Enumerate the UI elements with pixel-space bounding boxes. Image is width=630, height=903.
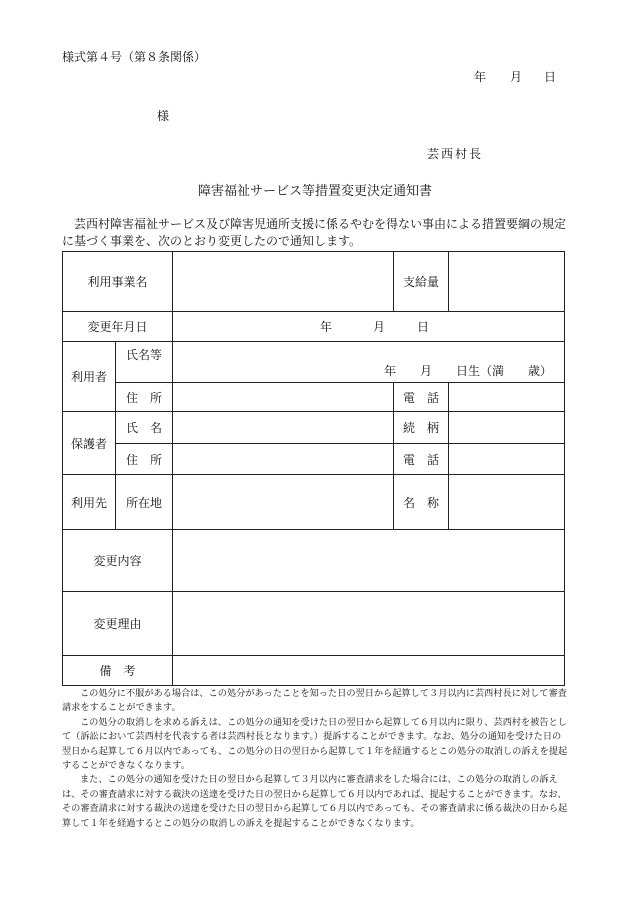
provider-name-label: 名 称 xyxy=(394,475,449,530)
issue-date-year: 年 xyxy=(474,70,487,84)
supply-amount-value[interactable] xyxy=(449,252,565,312)
change-date-day: 日 xyxy=(417,320,430,334)
change-content-value[interactable] xyxy=(173,530,565,592)
provider-label: 利用先 xyxy=(63,475,116,530)
remarks-value[interactable] xyxy=(173,656,565,686)
change-date-value[interactable] xyxy=(173,312,565,342)
note-paragraph: この処分の取消しを求める訴えは、この処分の通知を受けた日の翌日から起算して６月以内に限り、芸西村を被告として（訴訟において芸西村を代表する者は芸西村長となります。）提訴することができます。なお、処分の通知を受けた日の翌日から起算して６月以内であっても、この処分の日の翌日から起算して１年を経過するとこの処分の取消しの訴えを提起することができなくなります。 xyxy=(62,716,568,772)
birth-date-text: 年 月 日生（満 歳） xyxy=(384,364,553,378)
guardian-address-label: 住 所 xyxy=(116,444,173,475)
user-phone-value[interactable] xyxy=(449,383,565,412)
change-date-label: 変更年月日 xyxy=(63,312,173,342)
user-address-value[interactable] xyxy=(173,383,394,412)
user-name-birth-value[interactable] xyxy=(173,342,565,383)
user-address-label: 住 所 xyxy=(116,383,173,412)
guardian-phone-value[interactable] xyxy=(449,444,565,475)
note-paragraph: この処分に不服がある場合は、この処分があったことを知った日の翌日から起算して３月以内に芸西村長に対して審査請求をすることができます。 xyxy=(62,688,567,714)
relationship-value[interactable] xyxy=(449,412,565,444)
addressee-suffix: 様 xyxy=(157,109,170,123)
intro-paragraph: 芸西村障害福祉サービス及び障害児通所支援に係るやむを得ない事由による措置要綱の規定に基づく事業を、次のとおり変更したので通知します。 xyxy=(62,217,567,248)
change-date-month: 月 xyxy=(373,320,386,334)
remarks-label: 備 考 xyxy=(63,656,173,686)
guardian-label: 保護者 xyxy=(63,412,116,475)
change-reason-label: 変更理由 xyxy=(63,592,173,656)
notice-table xyxy=(62,251,565,686)
issue-date xyxy=(474,68,556,85)
service-name-value[interactable] xyxy=(173,252,394,312)
location-value[interactable] xyxy=(173,475,394,530)
appeal-notes xyxy=(62,687,568,831)
form-number: 様式第４号（第８条関係） xyxy=(62,50,207,64)
issue-date-month: 月 xyxy=(510,70,523,84)
issue-date-day: 日 xyxy=(544,70,557,84)
issuer: 芸西村長 xyxy=(427,147,484,161)
document-title: 障害福祉サービス等措置変更決定通知書 xyxy=(197,184,432,199)
guardian-address-value[interactable] xyxy=(173,444,394,475)
location-label: 所在地 xyxy=(116,475,173,530)
provider-name-value[interactable] xyxy=(449,475,565,530)
service-name-label: 利用事業名 xyxy=(63,252,173,312)
guardian-phone-label: 電 話 xyxy=(394,444,449,475)
supply-amount-label: 支給量 xyxy=(394,252,449,312)
user-phone-label: 電 話 xyxy=(394,383,449,412)
relationship-label: 続 柄 xyxy=(394,412,449,444)
change-content-label: 変更内容 xyxy=(63,530,173,592)
user-label: 利用者 xyxy=(63,342,116,412)
name-etc-label: 氏名等 xyxy=(116,342,173,383)
guardian-name-label: 氏 名 xyxy=(116,412,173,444)
note-paragraph: また、この処分の通知を受けた日の翌日から起算して３月以内に審査請求をした場合には、この処分の取消しの訴えは、その審査請求に対する裁決の送達を受けた日の翌日から起算して６月以内であれば、提起することができます。なお、その審査請求に対する裁決の送達を受けた日の翌日から起算して６月以内であっても、その審査請求に係る裁決の日から起算して１年を経過するとこの処分の取消しの訴えを提起することができなくなります。 xyxy=(62,774,568,829)
intro-text xyxy=(62,216,568,250)
change-date-year: 年 xyxy=(320,320,333,334)
change-reason-value[interactable] xyxy=(173,592,565,656)
guardian-name-value[interactable] xyxy=(173,412,394,444)
